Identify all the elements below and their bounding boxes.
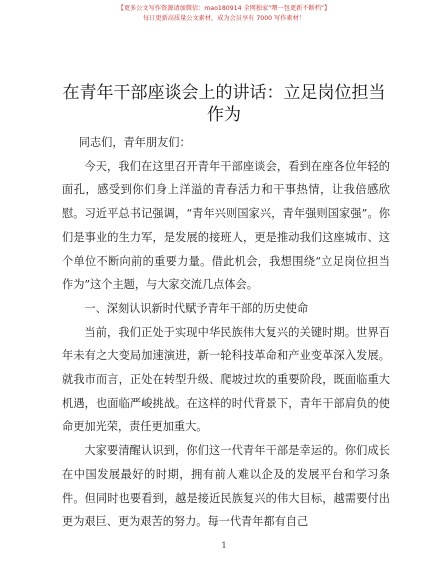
paragraph: 今天，我们在这里召开青年干部座谈会，看到在座各位年轻的面孔，感受到你们身上洋溢的青春活力和干事热情，让我倍感欣慰。习近平总书记强调，“青年兴则国家兴，青年强则国家强”。你们是事业的生力军，是发展的接班人，更是推动我们这座城市、这个单位不断向前的重要力量。借此机会，我想围绕“立足岗位担当作为”这个主题，与大家交流几点体会。 bbox=[62, 159, 390, 292]
promo-banner bbox=[0, 4, 448, 24]
paragraph: 大家要清醒认识到，你们这一代青年干部是幸运的。你们成长在中国发展最好的时期，拥有前人难以企及的发展平台和学习条件。但同时也要看到，越是接近民族复兴的伟大目标，越需要付出更为艰巨、更为艰苦的努力。每一代青年都有自己 bbox=[62, 444, 390, 529]
paragraph: 当前，我们正处于实现中华民族伟大复兴的关键时期。世界百年未有之大变局加速演进，新一轮科技革命和产业变革深入发展。就我市而言，正处在转型升级、爬坡过坎的重要阶段，既面临重大机遇，也面临严峻挑战。在这样的时代背景下，青年干部肩负的使命更加光荣，责任更加重大。 bbox=[62, 325, 390, 434]
promo-banner-line-2: 每日更新高质量公文素材，成为会员享有 7000 写作素材！ bbox=[143, 15, 305, 22]
greeting: 同志们，青年朋友们： bbox=[78, 136, 191, 149]
document-body bbox=[62, 131, 390, 534]
section-heading: 一、深刻认识新时代赋予青年干部的历史使命 bbox=[84, 301, 309, 315]
promo-banner-line-1: 【更多公文写作资源请加微信：mao180914 全网独家“喂一包更新不断档”】 bbox=[117, 5, 331, 12]
document-title: 在青年干部座谈会上的讲话：立足岗位担当作为 bbox=[62, 83, 386, 125]
page-number: 1 bbox=[221, 541, 227, 550]
